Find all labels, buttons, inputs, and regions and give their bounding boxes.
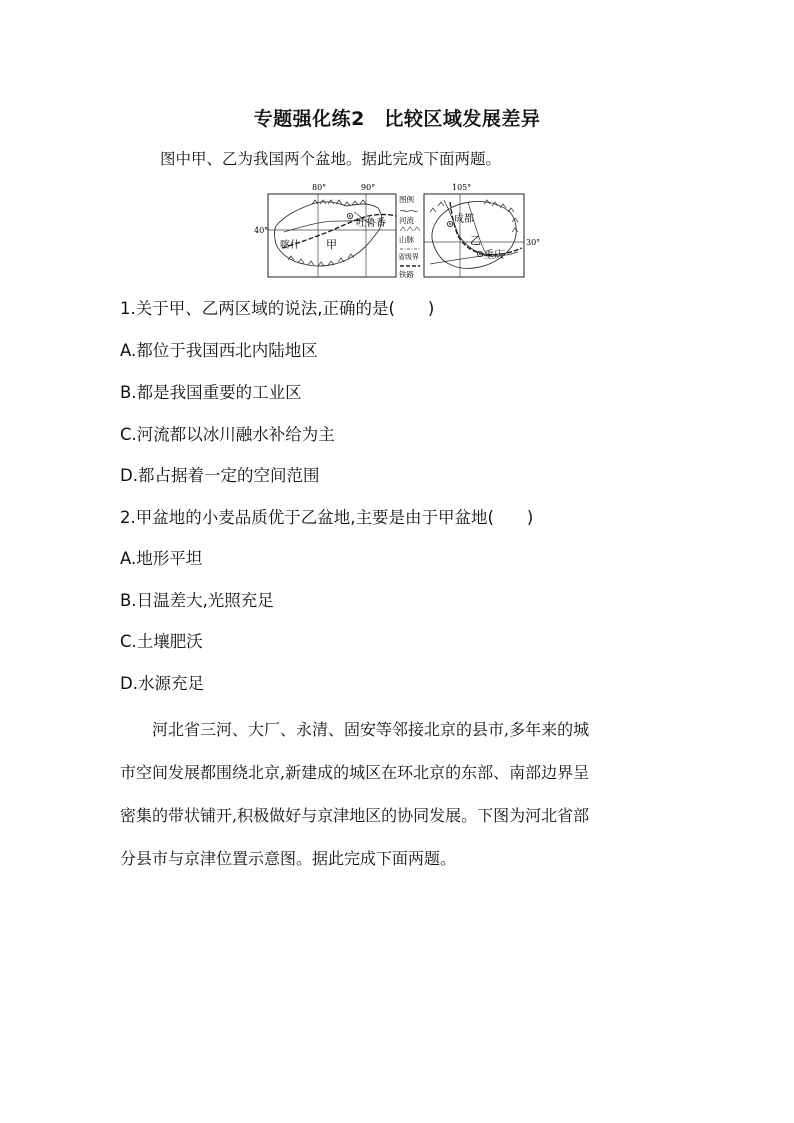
legend-river: 河流	[399, 216, 414, 225]
lon-label-80: 80°	[312, 183, 327, 192]
page-title: 专题强化练2 比较区域发展差异	[253, 108, 541, 130]
left-map-panel	[254, 183, 396, 277]
map-legend	[398, 194, 420, 279]
lat-label-30: 30°	[526, 238, 540, 247]
legend-provincial-border: 省级界	[398, 253, 419, 261]
paragraph-line: 市空间发展都围绕北京,新建成的城区在环北京的东部、南部边界呈	[120, 763, 590, 782]
place-kashgar: 喀什	[280, 240, 300, 251]
lon-label-105: 105°	[452, 183, 472, 192]
question-2-option-c: C.土壤肥沃	[120, 632, 203, 651]
paragraph-line: 分县市与京津位置示意图。据此完成下面两题。	[120, 849, 457, 868]
right-map-panel	[424, 183, 540, 277]
paragraph-line: 河北省三河、大厂、永清、固安等邻接北京的县市,多年来的城	[120, 720, 590, 739]
context-paragraph	[120, 708, 675, 880]
question-1-option-a: A.都位于我国西北内陆地区	[120, 341, 318, 360]
question-1-option-b: B.都是我国重要的工业区	[120, 383, 302, 402]
question-1-option-c: C.河流都以冰川融水补给为主	[120, 425, 335, 444]
question-1-option-d: D.都占据着一定的空间范围	[120, 466, 320, 485]
place-turpan: 吐鲁番	[356, 218, 386, 229]
region-yi: 乙	[470, 234, 481, 247]
question-2-option-b: B.日温差大,光照充足	[120, 591, 274, 610]
paragraph-line: 密集的带状铺开,积极做好与京津地区的协同发展。下图为河北省部	[120, 806, 590, 825]
question-2-stem: 2.甲盆地的小麦品质优于乙盆地,主要是由于甲盆地( )	[120, 508, 534, 527]
question-1-stem: 1.关于甲、乙两区域的说法,正确的是( )	[120, 299, 435, 318]
intro-text: 图中甲、乙为我国两个盆地。据此完成下面两题。	[160, 150, 502, 168]
legend-mountain: 山脉	[399, 235, 414, 244]
place-chengdu: 成都	[454, 214, 474, 225]
question-2-option-d: D.水源充足	[120, 674, 204, 693]
question-2-option-a: A.地形平坦	[120, 549, 203, 568]
lon-label-90: 90°	[361, 183, 376, 192]
legend-railway: 铁路	[399, 270, 414, 279]
basin-map-figure	[254, 182, 540, 280]
legend-title: 图例	[399, 195, 414, 204]
place-chongqing: 重庆	[484, 250, 504, 261]
region-jia: 甲	[326, 238, 337, 251]
lat-label-40: 40°	[254, 226, 269, 235]
basin-map-svg	[254, 182, 540, 280]
